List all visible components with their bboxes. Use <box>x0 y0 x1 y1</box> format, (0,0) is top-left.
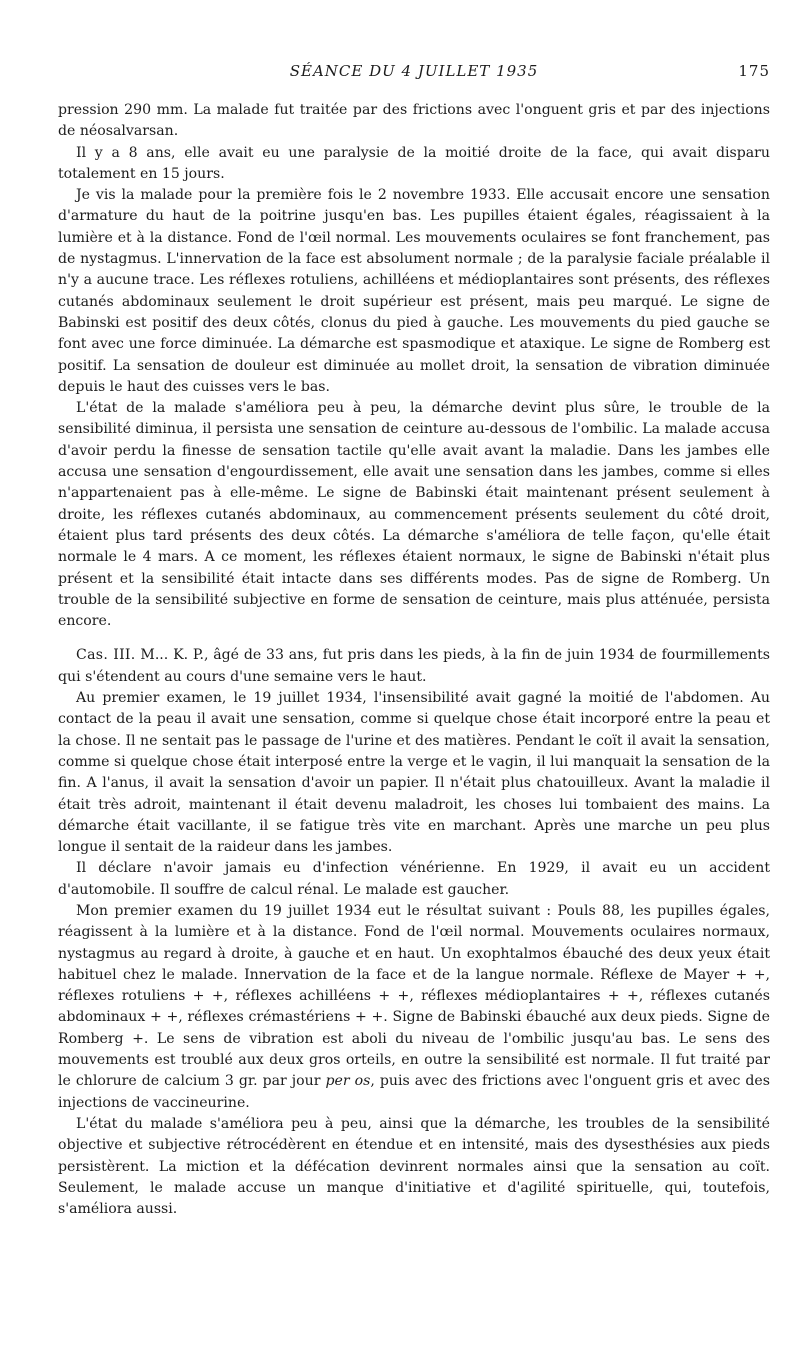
paragraph-case-3-antecedents: Il déclare n'avoir jamais eu d'infection vénérienne. En 1929, il avait eu un accident d'automobile. Il souffre de calcul rénal. Le malade est gaucher. <box>58 860 770 898</box>
exam-text-before: Mon premier examen du 19 juillet 1934 eut le résultat suivant : Pouls 88, les pupilles égales, réagissent à la lumière et à la distance. Fond de l'œil normal. Mouvements oculaires normaux, nystagmus au regard à droite, à gauche et en haut. Un exophtalmos ébauché des deux yeux était habituel chez le malade. Innervation de la face et de la langue normale. Réflexe de Mayer + +, réflexes rotuliens + +, réflexes achilléens + +, réflexes médioplantaires + +, réflexes cutanés abdominaux + +, réflexes crémastériens + +. Signe de Babinski ébauché aux deux pieds. Signe de Romberg +. Le sens de vibration est aboli du niveau de l'ombilic jusqu'au bas. Le sens des mouvements est troublé aux deux gros orteils, en outre la sensibilité est normale. Il fut traité par le chlorure de calcium 3 gr. par jour <box>58 902 770 1090</box>
running-title: SÉANCE DU 4 JUILLET 1935 <box>289 62 539 80</box>
exam-text-after: , puis avec des frictions avec l'onguent gris et avec des injections de vaccineurine. <box>58 1073 770 1111</box>
paragraph-case-3-evolution: L'état du malade s'améliora peu à peu, ainsi que la démarche, les troubles de la sensibilité objective et subjective rétrocédèrent en étendue et en intensité, mais des dysesthésies aux pieds persistèrent. La miction et la défécation devinrent normales ainsi que la sensation au coït. Seulement, le malade accuse un manque d'initiative et d'agilité spirituelle, qui, toutefois, s'améliora aussi. <box>58 1115 770 1218</box>
page-number: 175 <box>738 62 770 80</box>
paragraph-first-exam: Je vis la malade pour la première fois le 2 novembre 1933. Elle accusait encore une sensation d'armature du haut de la poitrine jusqu'en bas. Les pupilles étaient égales, réagissaient à la lumière et à la distance. Fond de l'œil normal. Les mouvements oculaires se font franchement, pas de nystagmus. L'innervation de la face est absolument normale ; de la paralysie faciale préalable il n'y a aucune trace. Les réflexes rotuliens, achilléens et médioplantaires sont présents, des réflexes cutanés abdominaux seulement le droit supérieur est présent, mais peu marqué. Le signe de Babinski est positif des deux côtés, clonus du pied à gauche. Les mouvements du pied gauche se font avec une force diminuée. La démarche est spasmodique et ataxique. Le signe de Romberg est positif. La sensation de douleur est diminuée au mollet droit, la sensation de vibration diminuée depuis le haut des cuisses vers le bas. <box>58 187 770 395</box>
case-label: Cas. III. <box>76 647 136 664</box>
paragraph-evolution: L'état de la malade s'améliora peu à peu, la démarche devint plus sûre, le trouble de la sensibilité diminua, il persista une sensation de ceinture au-dessous de l'ombilic. La malade accusa d'avoir perdu la finesse de sensation tactile qu'elle avait avant la maladie. Dans les jambes elle accusa une sensation d'engourdissement, elle avait une sensation dans les jambes, comme si elles n'appartenaient pas à elle-même. Le signe de Babinski était maintenant présent seulement à droite, les réflexes cutanés abdominaux, au commencement présents seulement du côté droit, étaient plus tard présents des deux côtés. La démarche s'améliora de telle façon, qu'elle était normale le 4 mars. A ce moment, les réflexes étaient normaux, le signe de Babinski n'était plus présent et la sensibilité était intacte dans ses différents modes. Pas de signe de Romberg. Un trouble de la sensibilité subjective en forme de sensation de ceinture, mais plus atténuée, persista encore. <box>58 400 770 630</box>
paragraph-continuation: pression 290 mm. La malade fut traitée par des frictions avec l'onguent gris et par des injections de néosalvarsan. <box>58 102 770 140</box>
paragraph-case-3-exam-results <box>58 901 770 1114</box>
running-header <box>58 62 770 84</box>
paragraph-case-3-intro <box>58 645 770 688</box>
paragraph-history: Il y a 8 ans, elle avait eu une paralysie de la moitié droite de la face, qui avait disparu totalement en 15 jours. <box>58 144 770 182</box>
body-text <box>58 100 770 1220</box>
case-intro-text: M... K. P., âgé de 33 ans, fut pris dans les pieds, à la fin de juin 1934 de fourmillements qui s'étendent au cours d'une semaine vers le haut. <box>58 647 771 685</box>
paragraph-case-3-first-exam: Au premier examen, le 19 juillet 1934, l'insensibilité avait gagné la moitié de l'abdomen. Au contact de la peau il avait une sensation, comme si quelque chose était incorporé entre la peau et la chose. Il ne sentait pas le passage de l'urine et des matières. Pendant le coït il avait la sensation, comme si quelque chose était interposé entre la verge et le vagin, il lui manquait la sensation de la fin. A l'anus, il avait la sensation d'avoir un papier. Il n'était plus chatouilleux. Avant la maladie il était très adroit, maintenant il était devenu maladroit, les choses lui tombaient des mains. La démarche était vacillante, il se fatigue très vite en marchant. Après une marche un peu plus longue il sentait de la raideur dans les jambes. <box>58 690 770 856</box>
exam-text-italic: per os <box>325 1073 371 1090</box>
